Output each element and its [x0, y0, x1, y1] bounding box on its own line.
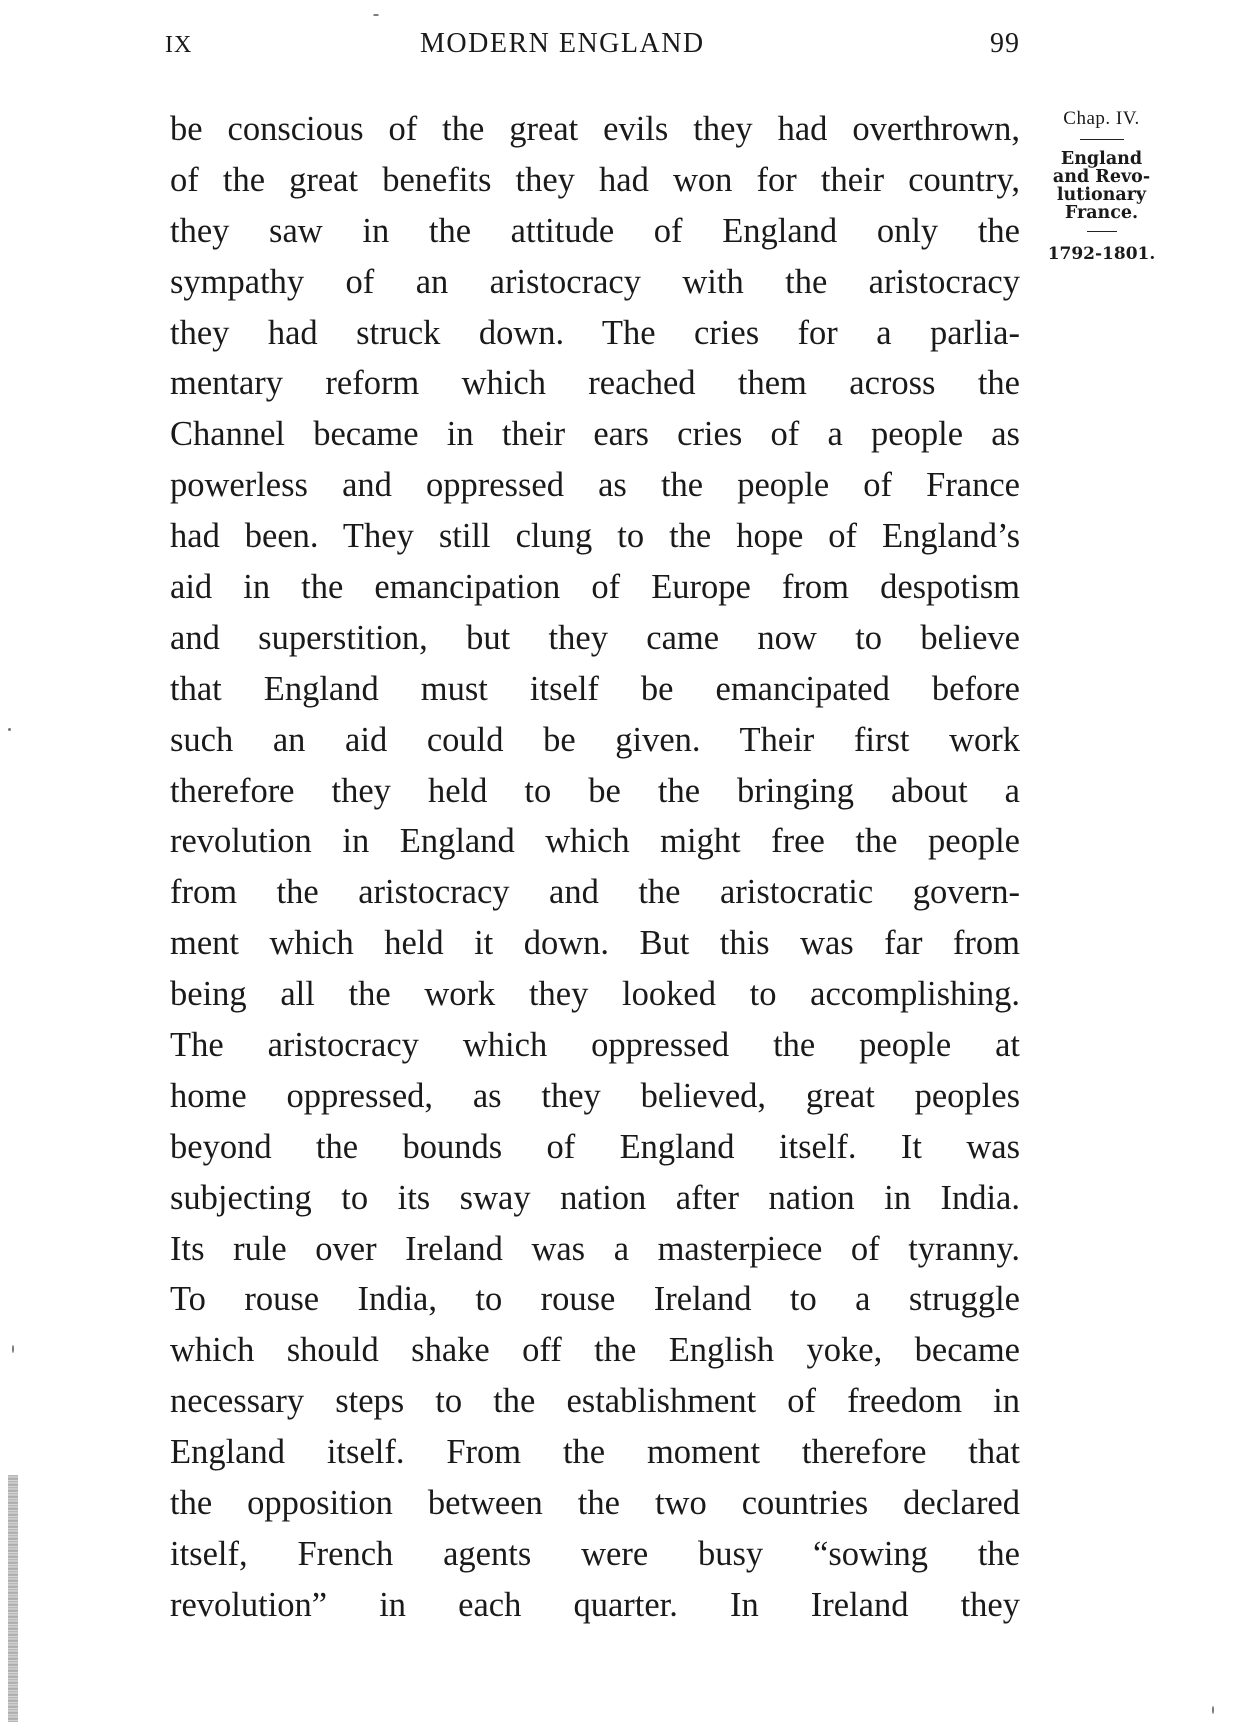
text-line: they had struck down. The cries for a parlia-: [170, 313, 1020, 352]
sidenote-rule: [1080, 139, 1124, 140]
text-line: aid in the emancipation of Europe from despotism: [170, 568, 1020, 607]
text-line: that England must itself be emancipated before: [170, 669, 1020, 708]
margin-sidenote: [1034, 108, 1169, 264]
sidenote-topic: England and Revo- lutionary France.: [1052, 149, 1151, 223]
text-line: they saw in the attitude of England only the: [170, 211, 1020, 250]
text-line: Channel became in their ears cries of a people as: [170, 415, 1020, 454]
scan-speck: [12, 1345, 14, 1353]
text-line: which should shake off the English yoke, became: [170, 1331, 1020, 1370]
body-text: [170, 104, 1020, 1631]
page-number: 99: [990, 28, 1020, 59]
running-header: [165, 26, 1020, 66]
text-line: mentary reform which reached them across the: [170, 364, 1020, 403]
text-line: had been. They still clung to the hope of England’s: [170, 517, 1020, 556]
text-line: To rouse India, to rouse Ireland to a struggle: [170, 1280, 1020, 1319]
text-line: subjecting to its sway nation after nation in India.: [170, 1178, 1020, 1217]
chapter-numeral: IX: [165, 32, 193, 58]
text-line: England itself. From the moment therefore that: [170, 1433, 1020, 1472]
text-line: be conscious of the great evils they had overthrown,: [170, 110, 1020, 148]
text-line: being all the work they looked to accomplishing.: [170, 975, 1020, 1014]
text-line: sympathy of an aristocracy with the aristocracy: [170, 262, 1020, 301]
sidenote-rule: [1087, 231, 1117, 232]
text-line: revolution in England which might free the people: [170, 822, 1020, 861]
text-line: revolution” in each quarter. In Ireland they: [170, 1585, 1020, 1624]
text-line: necessary steps to the establishment of freedom in: [170, 1382, 1020, 1421]
text-line: beyond the bounds of England itself. It was: [170, 1127, 1020, 1166]
text-line: and superstition, but they came now to believe: [170, 618, 1020, 657]
text-line: home oppressed, as they believed, great peoples: [170, 1076, 1020, 1115]
text-line: of the great benefits they had won for their country,: [170, 160, 1020, 199]
text-line: powerless and oppressed as the people of France: [170, 466, 1020, 505]
scan-speck: [8, 728, 11, 731]
text-line: the opposition between the two countries declared: [170, 1484, 1020, 1523]
text-line: therefore they held to be the bringing about a: [170, 771, 1020, 810]
scan-speck: [373, 14, 379, 16]
text-line: The aristocracy which oppressed the people at: [170, 1026, 1020, 1065]
sidenote-years: 1792-1801.: [1047, 244, 1156, 264]
text-line: itself, French agents were busy “sowing the: [170, 1534, 1020, 1573]
scan-speck: [1212, 1706, 1214, 1714]
text-line: such an aid could be given. Their first work: [170, 720, 1020, 759]
text-line: Its rule over Ireland was a masterpiece of tyranny.: [170, 1229, 1020, 1268]
running-title: MODERN ENGLAND: [420, 28, 705, 59]
sidenote-chapter: Chap. IV.: [1063, 108, 1140, 129]
scan-edge-artifact: [8, 1475, 18, 1722]
text-line: ment which held it down. But this was far from: [170, 924, 1020, 963]
text-line: from the aristocracy and the aristocratic govern-: [170, 873, 1020, 912]
